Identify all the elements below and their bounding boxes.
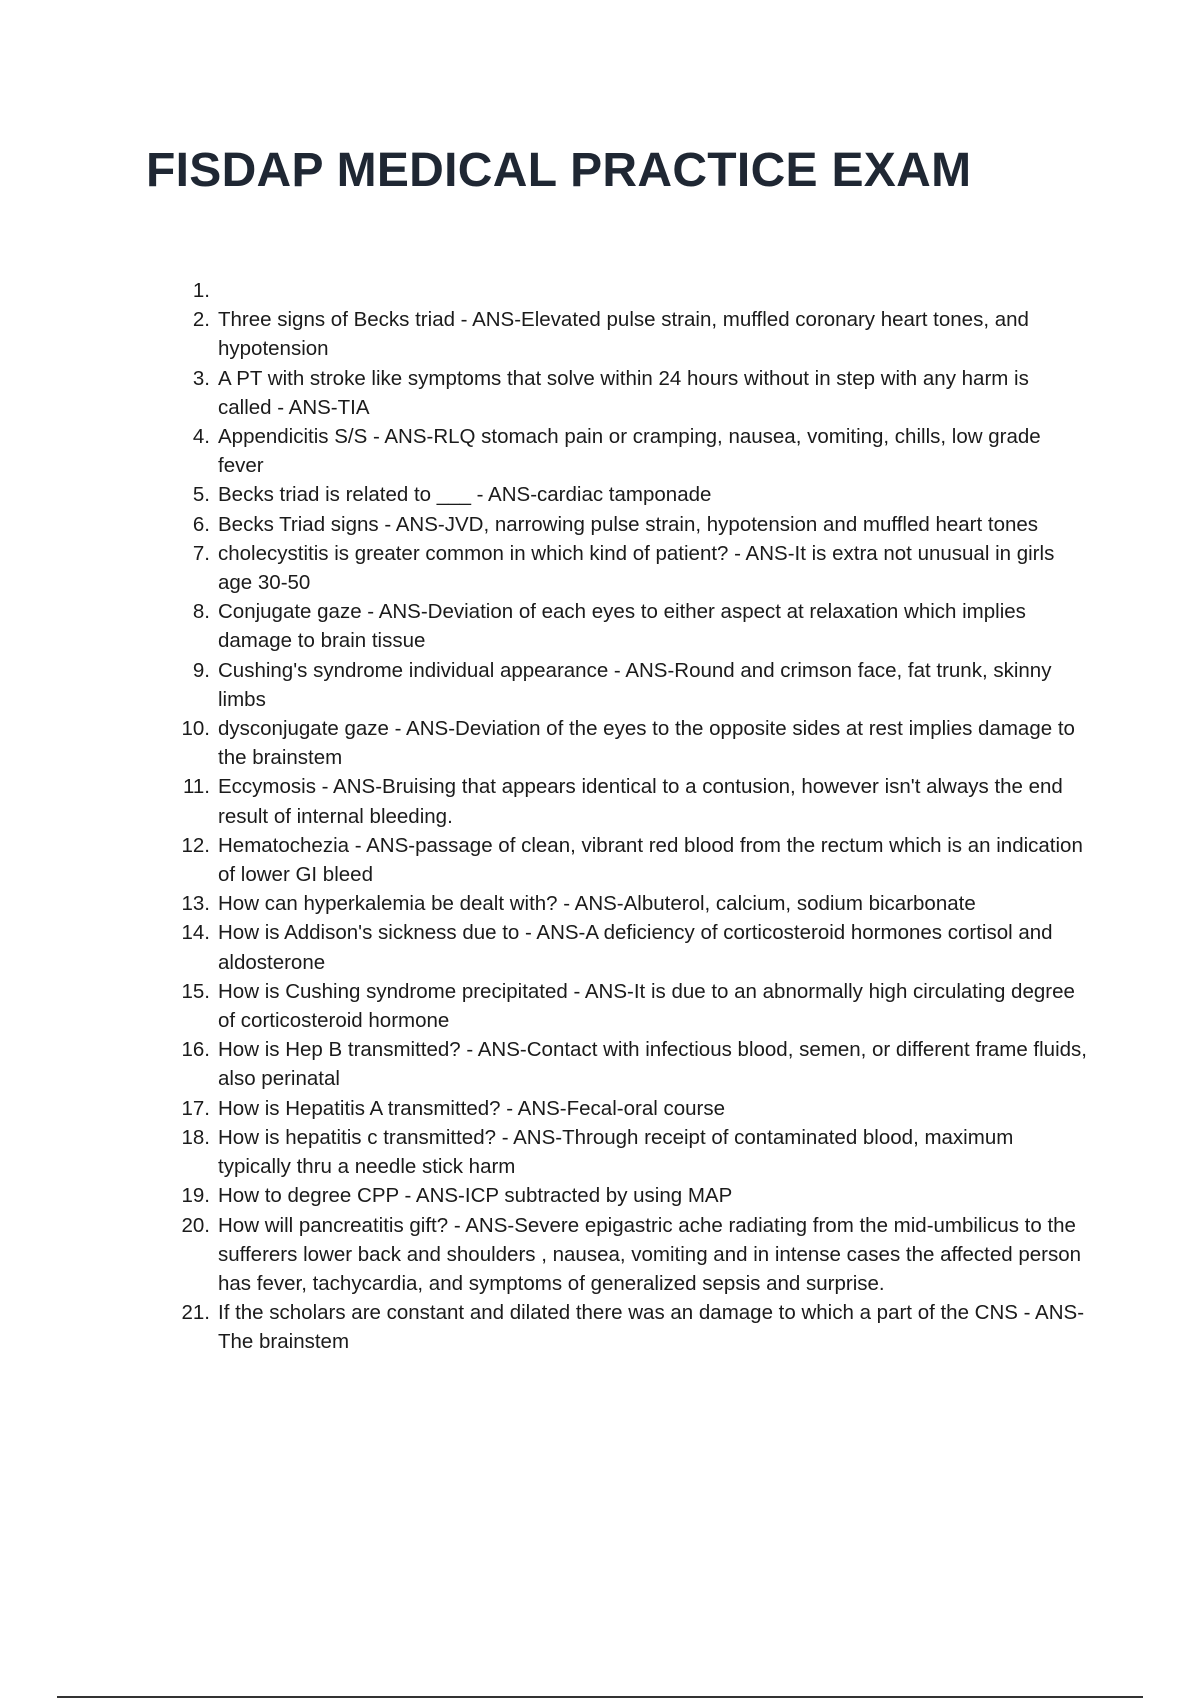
item-number: 20. (181, 1213, 210, 1237)
item-number: 4. (192, 425, 210, 449)
item-number: 10. (181, 717, 210, 741)
item-number: 6. (192, 512, 210, 536)
list-item (192, 305, 1088, 363)
item-number: 14. (181, 921, 210, 945)
item-text: How can hyperkalemia be dealt with? - ANS-Albuterol, calcium, sodium bicarbonate (218, 892, 976, 916)
item-number: 13. (181, 892, 210, 916)
list-item (181, 714, 1088, 772)
question-list (181, 276, 1088, 1357)
list-item (192, 539, 1088, 597)
item-number: 19. (181, 1184, 210, 1208)
item-number: 7. (192, 541, 210, 565)
item-number: 15. (181, 979, 210, 1003)
item-text: Appendicitis S/S - ANS-RLQ stomach pain or cramping, nausea, vomiting, chills, low grade fever (218, 425, 1041, 478)
item-number: 11. (183, 775, 210, 799)
page-title: FISDAP MEDICAL PRACTICE EXAM (146, 144, 972, 197)
item-number: 3. (192, 366, 210, 390)
item-number: 16. (181, 1038, 210, 1062)
item-text: Becks triad is related to ___ - ANS-cardiac tamponade (218, 483, 712, 507)
list-item (192, 656, 1088, 714)
list-item (192, 364, 1088, 422)
list-item (181, 831, 1088, 889)
item-text: A PT with stroke like symptoms that solve within 24 hours without in step with any harm is called - ANS-TIA (218, 366, 1029, 419)
item-number: 2. (192, 308, 210, 332)
list-item (181, 1094, 1088, 1123)
list-item (181, 1123, 1088, 1181)
item-text: dysconjugate gaze - ANS-Deviation of the eyes to the opposite sides at rest implies damage to the brainstem (218, 717, 1075, 770)
item-text: Eccymosis - ANS-Bruising that appears identical to a contusion, however isn't always the end result of internal bleeding. (218, 775, 1063, 828)
list-item (181, 977, 1088, 1035)
list-item (192, 597, 1088, 655)
list-item (192, 422, 1088, 480)
item-text: Conjugate gaze - ANS-Deviation of each eyes to either aspect at relaxation which implies damage to brain tissue (218, 600, 1026, 653)
item-text: Hematochezia - ANS-passage of clean, vibrant red blood from the rectum which is an indication of lower GI bleed (218, 833, 1083, 887)
item-text: cholecystitis is greater common in which kind of patient? - ANS-It is extra not unusual in girls age 30-50 (218, 541, 1055, 595)
item-number: 18. (181, 1125, 210, 1149)
list-item (181, 1211, 1088, 1299)
list-item (181, 1035, 1088, 1093)
item-text: How is Cushing syndrome precipitated - ANS-It is due to an abnormally high circulating degree of corticosteroid hormone (218, 979, 1075, 1033)
item-number: 9. (192, 658, 210, 682)
item-text: How to degree CPP - ANS-ICP subtracted by using MAP (218, 1184, 733, 1208)
list-item (183, 772, 1088, 830)
list-item (181, 1298, 1088, 1356)
list-item (181, 1181, 1088, 1210)
item-number: 17. (181, 1096, 210, 1120)
item-number: 5. (192, 483, 210, 507)
item-text: How will pancreatitis gift? - ANS-Severe epigastric ache radiating from the mid-umbilicus to the sufferers lower back and shoulders , nausea, vomiting and in intense cases the affected person has fever, tachycardia, and symptoms of generalized sepsis and surprise. (218, 1213, 1082, 1295)
item-number: 1. (192, 279, 210, 302)
item-text: Three signs of Becks triad - ANS-Elevated pulse strain, muffled coronary heart tones, and hypotension (218, 308, 1029, 361)
list-item (192, 276, 1088, 305)
list-item (181, 918, 1088, 976)
footer-divider (57, 1696, 1143, 1698)
item-number: 8. (192, 600, 210, 624)
list-item (192, 510, 1088, 539)
item-text: Cushing's syndrome individual appearance - ANS-Round and crimson face, fat trunk, skinny limbs (218, 658, 1052, 711)
list-item (181, 889, 1088, 918)
item-text: How is hepatitis c transmitted? - ANS-Through receipt of contaminated blood, maximum typically thru a needle stick harm (218, 1125, 1014, 1179)
item-text: How is Hepatitis A transmitted? - ANS-Fecal-oral course (218, 1096, 725, 1120)
item-text: Becks Triad signs - ANS-JVD, narrowing pulse strain, hypotension and muffled heart tones (218, 512, 1039, 536)
item-text: How is Hep B transmitted? - ANS-Contact with infectious blood, semen, or different frame fluids, also perinatal (218, 1038, 1087, 1091)
item-text: How is Addison's sickness due to - ANS-A deficiency of corticosteroid hormones cortisol and aldosterone (218, 921, 1053, 974)
item-number: 21. (181, 1301, 210, 1325)
item-text: If the scholars are constant and dilated there was an damage to which a part of the CNS - ANS-The brainstem (218, 1301, 1085, 1354)
list-item (192, 480, 1088, 509)
item-number: 12. (181, 833, 210, 857)
